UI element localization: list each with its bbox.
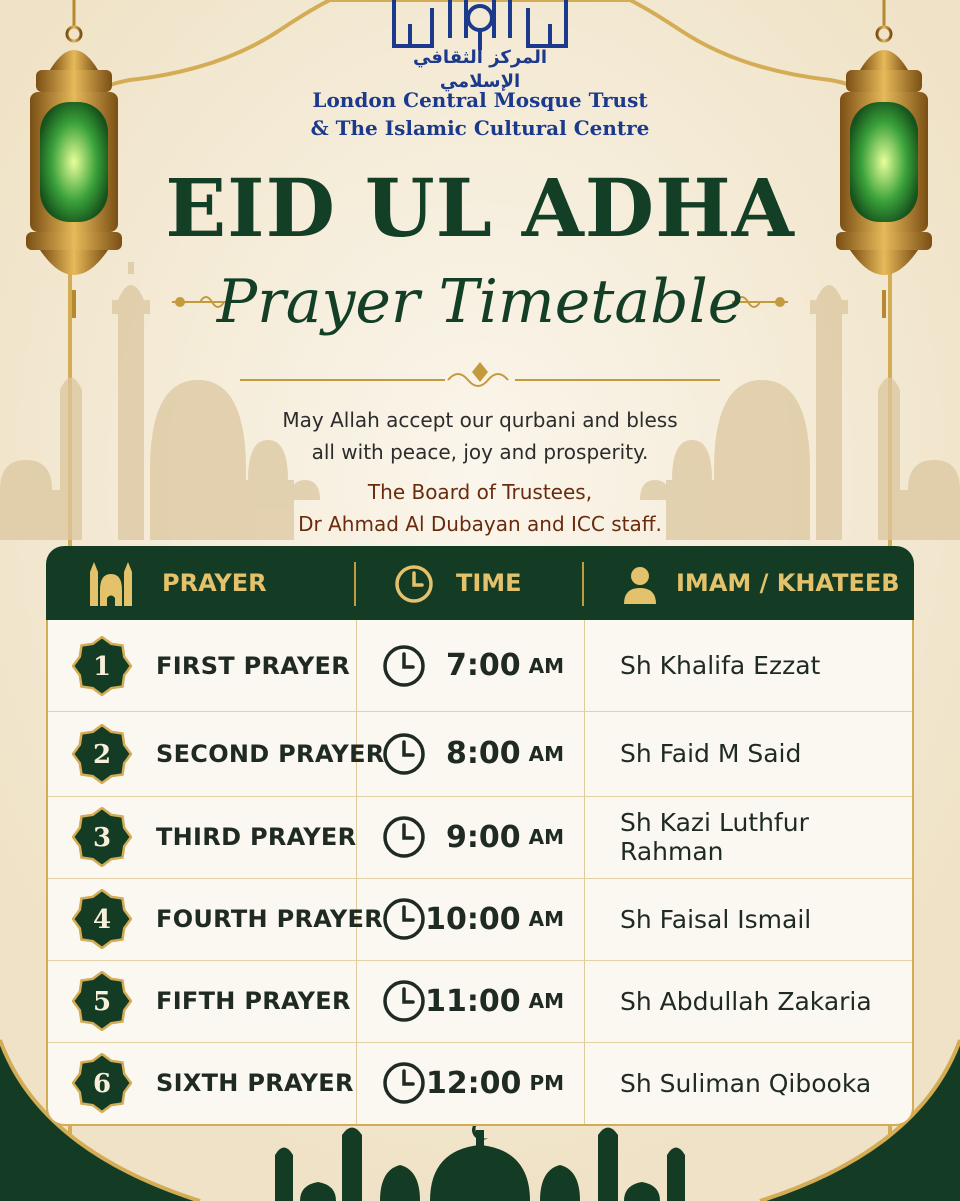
prayer-time-meridiem: AM	[528, 989, 564, 1013]
star-badge-icon	[72, 636, 132, 696]
imam-name: Sh Abdullah Zakaria	[620, 986, 872, 1016]
prayer-number-badge	[72, 878, 132, 960]
header-time: TIME	[456, 569, 522, 597]
table-row	[48, 878, 912, 961]
message-line2: all with peace, joy and prosperity.	[311, 440, 649, 464]
prayer-time-meridiem: AM	[528, 741, 564, 766]
signature-line2: Dr Ahmad Al Dubayan and ICC staff.	[298, 512, 662, 536]
header-prayer: PRAYER	[162, 569, 267, 597]
clock-icon	[382, 815, 426, 859]
prayer-time-value: 8:00	[445, 736, 521, 771]
header-imam: IMAM / KHATEEB	[676, 569, 900, 597]
table-row	[48, 1042, 912, 1124]
star-badge-icon	[72, 971, 132, 1031]
imam-name: Sh Faid M Said	[620, 739, 802, 768]
prayer-time-value: 11:00	[425, 983, 521, 1019]
imam-name: Sh Suliman Qibooka	[620, 1068, 872, 1098]
clock-icon	[382, 732, 426, 776]
prayer-time	[438, 711, 564, 796]
prayer-number: 2	[92, 739, 112, 770]
prayer-table	[46, 620, 914, 1126]
header-divider	[354, 562, 356, 606]
prayer-time-meridiem: PM	[529, 1071, 564, 1095]
imam-name: Sh Khalifa Ezzat	[620, 651, 821, 680]
org-name-line2: & The Islamic Cultural Centre	[310, 116, 650, 140]
org-name-line1: London Central Mosque Trust	[312, 88, 648, 112]
table-row	[48, 796, 912, 879]
clock-icon	[382, 644, 426, 688]
star-badge-icon	[72, 807, 132, 867]
table-header	[46, 546, 914, 620]
imam-name: Sh Kazi Luthfur Rahman	[620, 808, 809, 866]
prayer-time-value: 10:00	[425, 901, 521, 937]
prayer-name: SECOND PRAYER	[156, 739, 385, 768]
page-subtitle: Prayer Timetable	[216, 267, 744, 337]
prayer-number: 4	[92, 905, 112, 935]
clock-icon	[394, 564, 434, 604]
person-icon	[620, 564, 660, 604]
star-badge-icon	[72, 889, 132, 949]
table-row	[48, 620, 912, 712]
prayer-time-value: 7:00	[445, 648, 521, 683]
prayer-number-badge	[72, 1042, 132, 1124]
table-row	[48, 711, 912, 797]
clock-icon	[382, 1061, 426, 1105]
clock-icon	[382, 979, 426, 1023]
prayer-time-value: 9:00	[445, 819, 521, 855]
logo-arabic-text: المركز الثقافي الإسلامي	[412, 47, 548, 92]
page-title: EID UL ADHA	[165, 161, 795, 255]
prayer-time-meridiem: AM	[528, 825, 564, 849]
prayer-name: THIRD PRAYER	[156, 823, 357, 851]
mosque-icon	[88, 560, 134, 606]
prayer-name: FIFTH PRAYER	[156, 987, 351, 1015]
message-line1: May Allah accept our qurbani and bless	[282, 408, 678, 432]
prayer-number-badge	[72, 796, 132, 878]
signature-line1: The Board of Trustees,	[367, 480, 593, 504]
prayer-time-value: 12:00	[425, 1065, 522, 1101]
prayer-time	[438, 796, 564, 878]
prayer-number-badge	[72, 711, 132, 796]
prayer-number: 6	[92, 1069, 112, 1099]
clock-icon	[382, 897, 426, 941]
prayer-name: FIRST PRAYER	[156, 651, 351, 680]
header-divider	[582, 562, 584, 606]
prayer-number: 3	[92, 823, 112, 853]
table-row	[48, 960, 912, 1043]
logo	[380, 0, 580, 92]
prayer-time-meridiem: AM	[528, 653, 564, 678]
imam-name: Sh Faisal Ismail	[620, 904, 812, 934]
star-badge-icon	[72, 724, 132, 784]
prayer-time	[438, 620, 564, 711]
prayer-number-badge	[72, 960, 132, 1042]
prayer-time	[425, 878, 564, 960]
prayer-number: 5	[92, 987, 112, 1017]
prayer-number-badge	[72, 620, 132, 711]
prayer-time	[425, 1042, 564, 1124]
prayer-time-meridiem: AM	[528, 907, 564, 931]
prayer-number: 1	[92, 651, 112, 682]
prayer-name: FOURTH PRAYER	[156, 905, 384, 933]
star-badge-icon	[72, 1053, 132, 1113]
prayer-time	[425, 960, 564, 1042]
prayer-name: SIXTH PRAYER	[156, 1069, 354, 1097]
